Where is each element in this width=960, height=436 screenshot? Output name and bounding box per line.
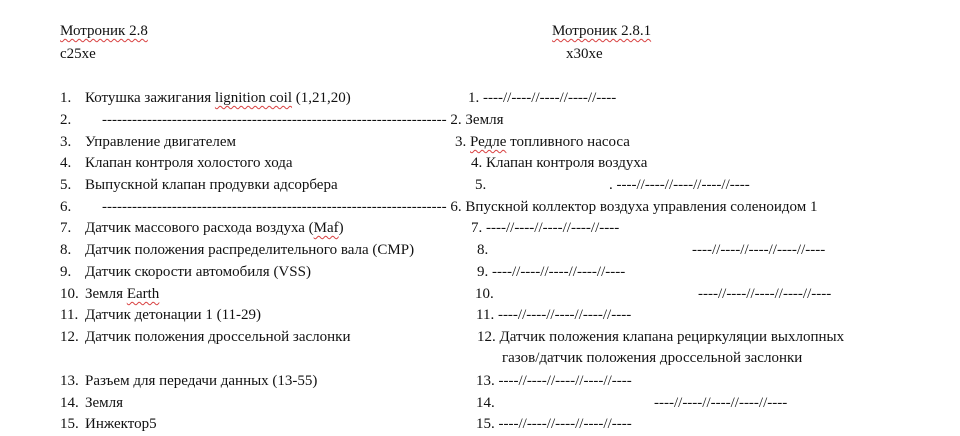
left-row-8: 8. Датчик положения распределительного вала (CMP) — [60, 242, 415, 258]
right-row-10-dashes: ----//----//----//----//---- — [698, 286, 832, 302]
right-row-1: 1. ----//----//----//----//---- — [468, 90, 617, 106]
right-row-8-number: 8. — [477, 242, 489, 258]
left-row-9: 9. Датчик скорости автомобиля (VSS) — [60, 264, 311, 280]
right-row-13: 13. ----//----//----//----//---- — [476, 373, 632, 389]
left-row-2: 2. --------------------------------------------------------------------- 2. Земля — [60, 112, 504, 128]
left-row-7: 7. Датчик массового расхода воздуха (Maf) — [60, 220, 344, 236]
left-row-10: 10. Земля Earth — [60, 286, 160, 302]
right-engine-code: x30xe — [566, 46, 603, 62]
right-row-12-line1: 12. Датчик положения клапана рециркуляции выхлопных — [477, 329, 845, 345]
left-row-11: 11. Датчик детонации 1 (11-29) — [60, 307, 262, 323]
left-row-13: 13. Разъем для передачи данных (13-55) — [60, 373, 318, 389]
left-row-1: 1. Котушка зажигания lignition coil (1,21,20) — [60, 90, 351, 106]
right-row-7: 7. ----//----//----//----//---- — [471, 220, 620, 236]
right-row-11: 11. ----//----//----//----//---- — [476, 307, 632, 323]
right-row-9: 9. ----//----//----//----//---- — [477, 264, 626, 280]
right-row-3: 3. Редле топливного насоса — [455, 134, 630, 150]
right-row-12-line2: газов/датчик положения дроссельной заслонки — [502, 350, 803, 366]
left-row-3: 3. Управление двигателем — [60, 134, 236, 150]
right-row-4: 4. Клапан контроля воздуха — [471, 155, 648, 171]
left-row-6: 6. --------------------------------------------------------------------- 6. Впускной коллектор воздуха управления соленоидом 1 — [60, 199, 818, 215]
left-row-5: 5. Выпускной клапан продувки адсорбера — [60, 177, 338, 193]
left-title: Мотроник 2.8 — [60, 23, 148, 39]
right-row-15: 15. ----//----//----//----//---- — [476, 416, 632, 432]
right-title: Мотроник 2.8.1 — [552, 23, 652, 39]
right-row-5-number: 5. — [475, 177, 487, 193]
left-row-12: 12. Датчик положения дроссельной заслонки — [60, 329, 351, 345]
left-row-4: 4. Клапан контроля холостого хода — [60, 155, 293, 171]
left-engine-code: c25xe — [60, 46, 96, 62]
left-row-14: 14. Земля — [60, 395, 124, 411]
right-row-8-dashes: ----//----//----//----//---- — [692, 242, 826, 258]
right-row-10-number: 10. — [475, 286, 494, 302]
right-row-14-number: 14. — [476, 395, 495, 411]
right-row-5-dashes: . ----//----//----//----//---- — [609, 177, 750, 193]
left-row-15: 15. Инжектор5 — [60, 416, 157, 432]
right-row-14-dashes: ----//----//----//----//---- — [654, 395, 788, 411]
